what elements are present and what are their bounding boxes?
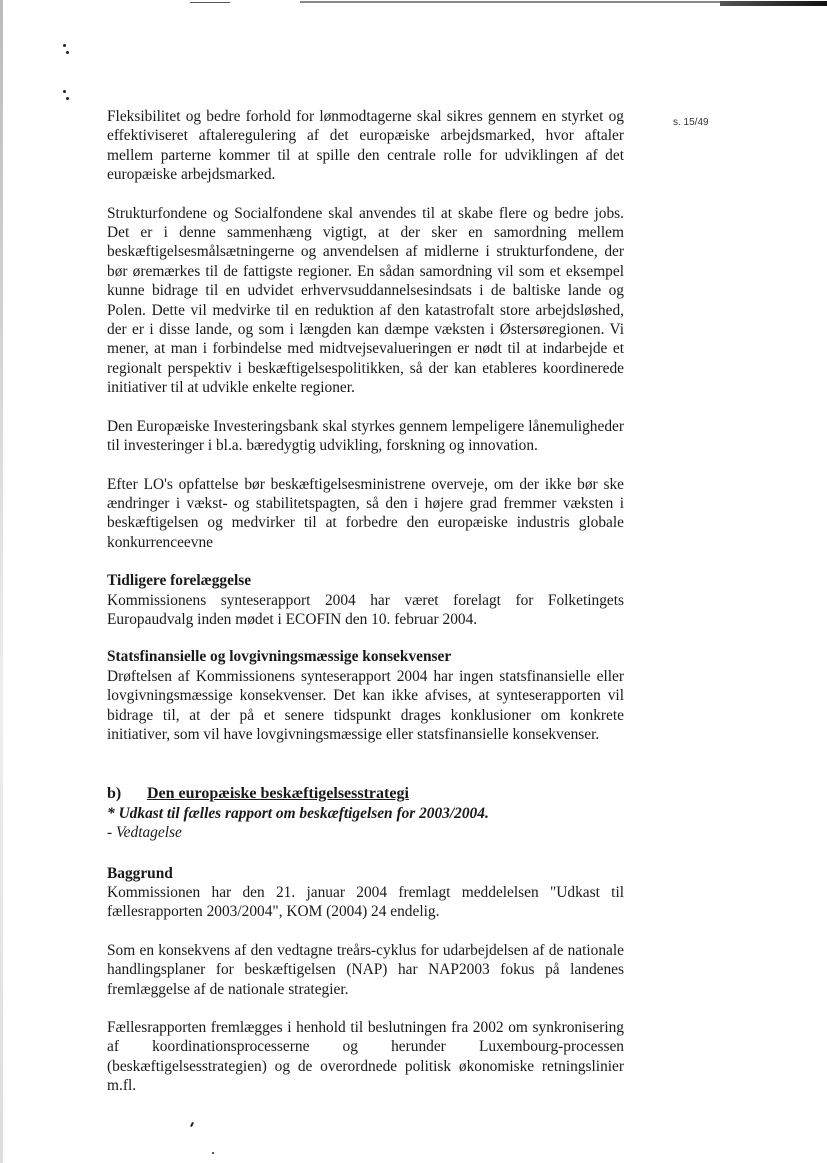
agenda-item-title bbox=[107, 804, 624, 823]
scan-speck bbox=[212, 1152, 214, 1154]
paragraph-statsfinansielle: Drøftelsen af Kommissionens synteserapport 2004 har ingen statsfinansielle eller lovgivningsmæssige konsekvenser. Det kan ikke afvises, at synteserapporten vil bidrage til, at der på et senere tidspunkt drages konklusioner om konkrete initiativer, som vil have lovgivningsmæssige eller statsfinansielle konsekvenser. bbox=[107, 667, 624, 743]
punch-mark bbox=[66, 51, 69, 54]
agenda-bullet: * bbox=[107, 804, 115, 822]
paragraph-baggrund-2: Som en konsekvens af den vedtagne treårs-cyklus for udarbejdelsen af de nationale handlingsplaner for beskæftigelsen (NAP) har NAP2003 fokus på landenes fremlæggelse af de nationale strategier. bbox=[107, 941, 624, 998]
heading-tidligere-forelaeggelse: Tidligere forelæggelse bbox=[107, 572, 252, 590]
section-letter: b) bbox=[107, 785, 122, 803]
paragraph-structural-funds: Strukturfondene og Socialfondene skal anvendes til at skabe flere og bedre jobs. Det er i denne sammenhæng vigtigt, at der sker en samordning mellem beskæftigelsesmålsætningerne og anvendelsen af midlerne i strukturfondene, der bør øremærkes til de fattigste regioner. En sådan samordning vil som et eksempel kunne bidrage til en udvidet erhvervsuddannelsesindsats i de baltiske lande og Polen. Dette vil medvirke til en reduktion af den katastrofalt store arbejdsløshed, der er i disse lande, og som i længden kan dæmpe væksten i Østersøregionen. Vi mener, at man i forbindelse med midtvejsevalueringen er nødt til at indarbejde et regionalt perspektiv i beskæftigelsespolitikken, så der kan etableres koordinerede initiativer til at udvikle enkelte regioner. bbox=[107, 204, 624, 397]
punch-mark bbox=[63, 44, 66, 47]
agenda-item-text: Udkast til fælles rapport om beskæftigelsen for 2003/2004. bbox=[118, 804, 489, 822]
scan-line bbox=[720, 1, 827, 6]
section-b-heading bbox=[107, 784, 624, 803]
paragraph-baggrund-1: Kommissionen har den 21. januar 2004 fremlagt meddelelsen "Udkast til fællesrapporten 2003/2004", KOM (2004) 24 endelig. bbox=[107, 884, 624, 921]
agenda-item-status: - Vedtagelse bbox=[107, 824, 182, 842]
document-body bbox=[107, 107, 624, 1096]
scan-line bbox=[190, 2, 230, 3]
heading-statsfinansielle: Statsfinansielle og lovgivningsmæssige konsekvenser bbox=[107, 648, 452, 666]
paragraph-tidligere: Kommissionens synteserapport 2004 har været forelagt for Folketingets Europaudvalg inden mødet i ECOFIN den 10. februar 2004. bbox=[107, 591, 624, 628]
scan-speck bbox=[190, 1122, 194, 1127]
punch-mark bbox=[63, 90, 66, 93]
paragraph-investment-bank: Den Europæiske Investeringsbank skal styrkes gennem lempeligere lånemuligheder til investeringer i bl.a. bæredygtig udvikling, forskning og innovation. bbox=[107, 417, 624, 455]
scan-top-edge bbox=[0, 0, 827, 10]
paragraph-baggrund-3: Fællesrapporten fremlægges i henhold til beslutningen fra 2002 om synkronisering af koordinationsprocesserne og herunder Luxembourg-processen (beskæftigelsesstrategien) og de overordnede politisk økonomiske retningslinier m.fl. bbox=[107, 1019, 624, 1095]
scan-left-edge bbox=[0, 0, 3, 1163]
punch-mark bbox=[66, 97, 69, 100]
paragraph-flexibility: Fleksibilitet og bedre forhold for lønmodtagerne skal sikres gennem en styrket og effektiviseret aftaleregulering af det europæiske arbejdsmarked, hvor aftaler mellem parterne kommer til at spille den centrale rolle for udviklingen af det europæiske arbejdsmarked. bbox=[107, 108, 624, 184]
paragraph-lo-opinion: Efter LO's opfattelse bør beskæftigelsesministrene overveje, om der ikke bør ske ændringer i vækst- og stabilitetspagten, så den i højere grad fremmer væksten i beskæftigelsen og medvirker til at forbedre den europæiske industris globale konkurrenceevne bbox=[107, 475, 624, 551]
scan-line bbox=[300, 1, 720, 3]
heading-baggrund: Baggrund bbox=[107, 864, 173, 882]
page-reference: s. 15/49 bbox=[673, 117, 709, 128]
section-title: Den europæiske beskæftigelsesstrategi bbox=[147, 785, 409, 803]
